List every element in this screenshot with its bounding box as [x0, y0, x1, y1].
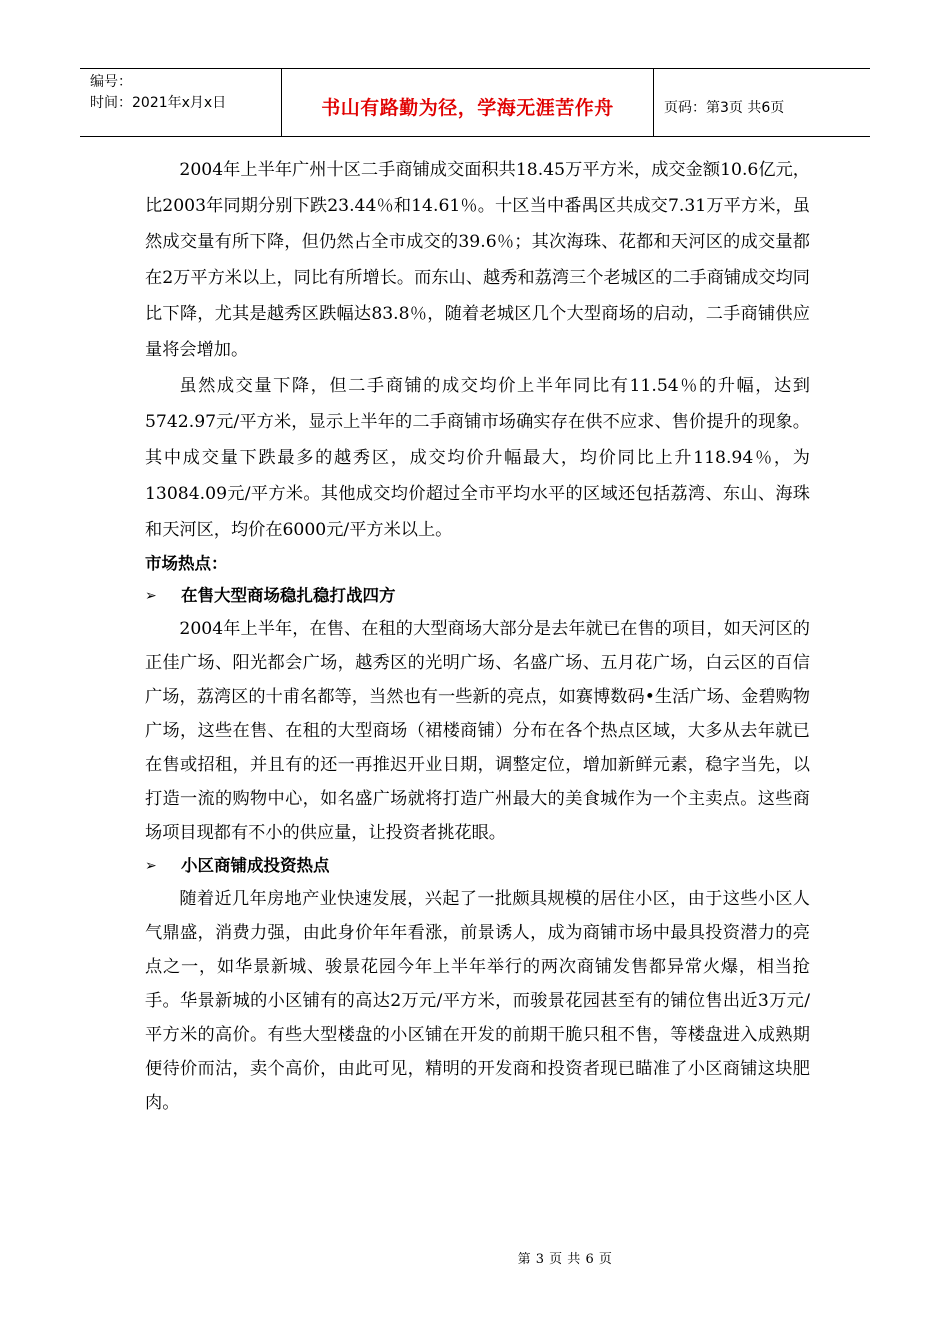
bullet-heading-2	[145, 850, 810, 882]
arrow-bullet-icon: ➢	[145, 858, 157, 874]
paragraph-3: 2004年上半年，在售、在租的大型商场大部分是去年就已在售的项目，如天河区的正佳广场、阳光都会广场，越秀区的光明广场、名盛广场、五月花广场，白云区的百信广场，荔湾区的十甫名都等，当然也有一些新的亮点，如赛博数码•生活广场、金碧购物广场，这些在售、在租的大型商场（裙楼商铺）分布在各个热点区域，大多从去年就已在售或招租，并且有的还一再推迟开业日期，调整定位，增加新鲜元素，稳字当先，以打造一流的购物中心，如名盛广场就将打造广州最大的美食城作为一个主卖点。这些商场项目现都有不小的供应量，让投资者挑花眼。	[145, 619, 810, 843]
page-header	[80, 68, 870, 137]
bullet-heading-1	[145, 580, 810, 612]
bullet-heading-1-text: 在售大型商场稳扎稳打战四方	[181, 586, 396, 605]
page-footer: 第 3 页 共 6 页	[517, 1252, 613, 1267]
arrow-bullet-icon: ➢	[145, 588, 157, 604]
paragraph-2: 虽然成交量下降，但二手商铺的成交均价上半年同比有11.54％的升幅，达到5742.97元/平方米，显示上半年的二手商铺市场确实存在供不应求、售价提升的现象。其中成交量下跌最多的越秀区，成交均价升幅最大，均价同比上升118.94％，为13084.09元/平方米。其他成交均价超过全市平均水平的区域还包括荔湾、东山、海珠和天河区，均价在6000元/平方米以上。	[145, 376, 810, 540]
paragraph-4: 随着近几年房地产业快速发展，兴起了一批颇具规模的居住小区，由于这些小区人气鼎盛，消费力强，由此身价年年看涨，前景诱人，成为商铺市场中最具投资潜力的亮点之一，如华景新城、骏景花园今年上半年举行的两次商铺发售都异常火爆，相当抢手。华景新城的小区铺有的高达2万元/平方米，而骏景花园甚至有的铺位售出近3万元/平方米的高价。有些大型楼盘的小区铺在开发的前期干脆只租不售，等楼盘进入成熟期便待价而沽，卖个高价，由此可见，精明的开发商和投资者现已瞄准了小区商铺这块肥肉。	[145, 889, 810, 1113]
number-label: 编号：	[90, 74, 132, 90]
header-motto: 书山有路勤为径，学海无涯苦作舟	[282, 69, 654, 136]
header-page-info: 页码：第3页 共6页	[664, 99, 785, 116]
date-label: 时间：2021年x月x日	[90, 95, 227, 111]
header-meta	[80, 69, 282, 136]
section-heading-market-hotspots: 市场热点：	[145, 554, 228, 573]
document-body	[145, 152, 810, 1120]
bullet-heading-2-text: 小区商铺成投资热点	[181, 856, 330, 875]
paragraph-1: 2004年上半年广州十区二手商铺成交面积共18.45万平方米，成交金额10.6亿元，比2003年同期分别下跌23.44％和14.61％。十区当中番禺区共成交7.31万平方米，虽然成交量有所下降，但仍然占全市成交的39.6％；其次海珠、花都和天河区的成交量都在2万平方米以上，同比有所增长。而东山、越秀和荔湾三个老城区的二手商铺成交均同比下降，尤其是越秀区跌幅达83.8％，随着老城区几个大型商场的启动，二手商铺供应量将会增加。	[145, 160, 810, 360]
